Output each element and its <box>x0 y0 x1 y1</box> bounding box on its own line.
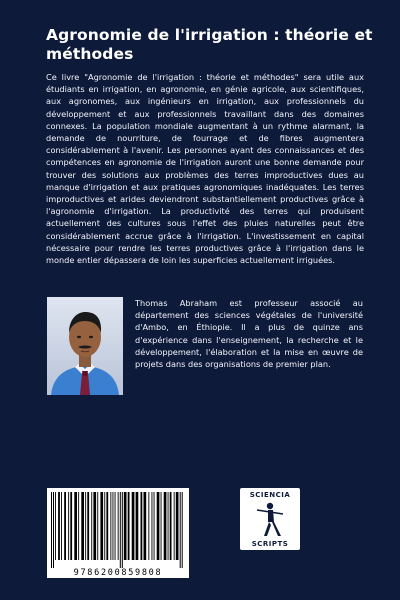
barcode-bar <box>168 492 169 560</box>
barcode-bar <box>51 492 52 568</box>
barcode-bar <box>115 492 116 560</box>
barcode-bar <box>118 492 119 560</box>
barcode-bar <box>61 492 62 560</box>
barcode-bar <box>113 492 114 560</box>
barcode-bar <box>64 492 66 560</box>
author-bio: Thomas Abraham est professeur associé au département des sciences végétales de l'université d'Ambo, en Éthiopie. Il a plus de quinze ans d'expérience dans l'enseignement, la recherche et le développement, l'élaboration et la mise en œuvre de projets dans des organisations de premier plan. <box>135 298 363 370</box>
barcode-bar <box>68 492 69 560</box>
barcode-bar <box>154 492 155 560</box>
barcode-bar <box>110 492 111 560</box>
barcode-bar <box>176 492 179 560</box>
barcode-bar <box>182 492 183 568</box>
barcode-bar <box>157 492 160 560</box>
barcode-bar <box>141 492 143 560</box>
barcode-bar <box>53 492 54 568</box>
author-photo <box>47 297 123 395</box>
barcode-bar <box>128 492 130 560</box>
barcode-bar <box>106 492 108 560</box>
barcode-bar <box>164 492 167 560</box>
barcode-bar <box>120 492 121 568</box>
barcode-bar <box>100 492 103 560</box>
barcode-bar <box>170 492 172 560</box>
barcode-bar <box>144 492 147 560</box>
publisher-logo-bottom-text: SCRIPTS <box>251 540 289 548</box>
barcode-bar <box>91 492 92 560</box>
barcode-bar <box>161 492 162 560</box>
barcode-bar <box>136 492 139 560</box>
barcode-bar <box>93 492 96 560</box>
barcode-bar <box>74 492 77 560</box>
barcode-bar <box>124 492 127 560</box>
barcode-bar <box>122 492 123 568</box>
publisher-logo <box>240 488 300 550</box>
barcode-bar <box>81 492 84 560</box>
barcode-bars <box>47 488 189 568</box>
barcode-bar <box>104 492 105 560</box>
book-title: Agronomie de l'irrigation : théorie et méthodes <box>46 26 373 63</box>
barcode-bar <box>58 492 60 560</box>
barcode-bar <box>87 492 89 560</box>
barcode-bar <box>152 492 153 560</box>
barcode-bar <box>70 492 72 560</box>
publisher-logo-top-text: SCIENCIA <box>249 491 291 499</box>
isbn-barcode <box>47 488 189 578</box>
barcode-bar <box>180 492 181 568</box>
walking-man-with-staff-icon <box>252 500 288 538</box>
barcode-bar <box>132 492 135 560</box>
barcode-bar <box>78 492 79 560</box>
barcode-bar <box>55 492 56 560</box>
barcode-bar <box>148 492 149 560</box>
barcode-bar <box>174 492 175 560</box>
isbn-digits: 9786200859808 <box>49 568 187 578</box>
barcode-bar <box>85 492 86 560</box>
book-description: Ce livre "Agronomie de l'irrigation : théorie et méthodes" sera utile aux étudiants en irrigation, en agronomie, en génie agricole, aux scientifiques, aux agronomes, aux ingénieurs en irrigation, aux professionnels du développement et aux professionnels travaillant dans des domaines connexes. La population mondiale augmentant à un rythme alarmant, la demande de nourriture, de fourrage et de fibres augmentera considérablement à l'avenir. Les personnes ayant des connaissances et des compétences en agronomie de l'irrigation auront une bonne demande pour trouver des solutions aux problèmes des terres improductives dues au manque d'irrigation et aux pratiques agronomiques inadéquates. Les terres improductives et arides deviendront substantiellement productives grâce à l'agronomie d'irrigation. La productivité des terres qui produisent actuellement des cultures sous l'effet des pluies naturelles peut être considérablement accrue grâce à l'irrigation. L'investissement en capital nécessaire pour rendre les terres productives grâce à l'irrigation dans le monde entier dépassera de loin les superficies actuellement irriguées. <box>46 72 364 266</box>
barcode-bar <box>97 492 98 560</box>
